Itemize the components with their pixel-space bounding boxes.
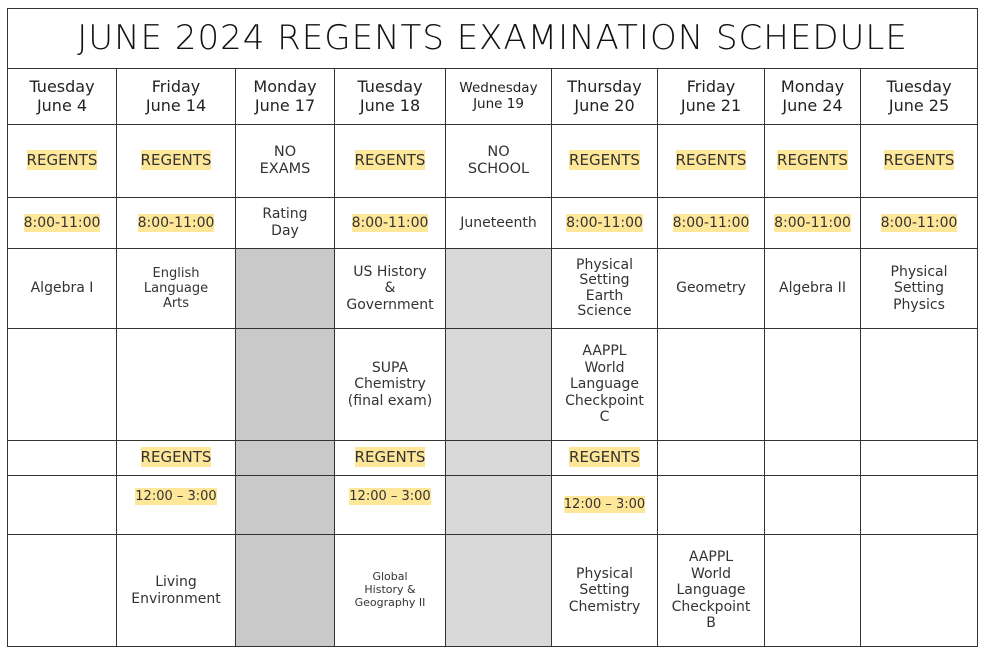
blocked-cell [236,441,335,476]
session-label: REGENTS [883,151,955,170]
session-label: REGENTS [675,151,747,170]
time-cell [552,198,658,249]
schedule-table [7,8,978,647]
empty-cell [765,441,861,476]
exam-us-history: US History & Government [335,249,446,329]
empty-cell [658,441,765,476]
morning-time-row [8,198,978,249]
rating-day: Rating Day [236,198,335,249]
exam-algebra-1: Algebra I [8,249,117,329]
empty-cell [8,535,117,647]
exam-geometry: Geometry [658,249,765,329]
no-school: NO SCHOOL [446,125,552,198]
exam-living-environment: Living Environment [117,535,236,647]
session-label: REGENTS [140,448,212,467]
juneteenth: Juneteenth [446,198,552,249]
session-cell [861,125,978,198]
page-title: JUNE 2024 REGENTS EXAMINATION SCHEDULE [8,9,978,69]
empty-cell [861,329,978,441]
blocked-cell [446,441,552,476]
day-header: Tuesday June 18 [335,69,446,125]
session-cell [8,125,117,198]
time-cell [117,476,236,535]
morning-session-row [8,125,978,198]
blocked-cell [446,476,552,535]
exam-chemistry: Physical Setting Chemistry [552,535,658,647]
blocked-cell [236,476,335,535]
day-header: Tuesday June 25 [861,69,978,125]
session-label: REGENTS [26,151,98,170]
session-cell [335,125,446,198]
morning-time: 8:00-11:00 [672,214,750,231]
morning-extra-row [8,329,978,441]
morning-exam-row [8,249,978,329]
afternoon-time: 12:00 – 3:00 [563,497,646,512]
session-label: REGENTS [569,448,640,467]
exam-global-history: Global History & Geography II [335,535,446,647]
day-header: Monday June 17 [236,69,335,125]
session-cell [658,125,765,198]
empty-cell [765,476,861,535]
exam-aappl-b: AAPPL World Language Checkpoint B [658,535,765,647]
session-cell [552,125,658,198]
afternoon-exam-row [8,535,978,647]
day-header-row [8,69,978,125]
session-label: REGENTS [354,448,426,467]
blocked-cell [446,535,552,647]
time-cell [335,198,446,249]
time-cell [658,198,765,249]
empty-cell [861,535,978,647]
session-label: REGENTS [140,151,212,170]
day-header: Friday June 14 [117,69,236,125]
empty-cell [765,329,861,441]
session-cell [335,441,446,476]
morning-time: 8:00-11:00 [880,214,958,231]
session-cell [117,441,236,476]
empty-cell [8,476,117,535]
empty-cell [765,535,861,647]
afternoon-session-row [8,441,978,476]
blocked-cell [236,535,335,647]
exam-supa-chemistry: SUPA Chemistry (final exam) [335,329,446,441]
time-cell [765,198,861,249]
empty-cell [117,329,236,441]
morning-time: 8:00-11:00 [137,214,215,231]
empty-cell [658,329,765,441]
afternoon-time-row [8,476,978,535]
session-cell [552,441,658,476]
empty-cell [658,476,765,535]
day-header: Friday June 21 [658,69,765,125]
exam-earth-science: Physical Setting Earth Science [552,249,658,329]
blocked-cell [236,329,335,441]
morning-time: 8:00-11:00 [566,214,643,231]
day-header: Wednesday June 19 [446,69,552,125]
morning-time: 8:00-11:00 [23,214,101,231]
exam-algebra-2: Algebra II [765,249,861,329]
time-cell [8,198,117,249]
no-exams: NO EXAMS [236,125,335,198]
exam-ela: English Language Arts [117,249,236,329]
morning-time: 8:00-11:00 [774,214,851,231]
blocked-cell [236,249,335,329]
day-header: Thursday June 20 [552,69,658,125]
session-label: REGENTS [354,151,426,170]
afternoon-time: 12:00 – 3:00 [349,489,431,504]
day-header: Tuesday June 4 [8,69,117,125]
morning-time: 8:00-11:00 [351,214,429,231]
time-cell [117,198,236,249]
afternoon-time: 12:00 – 3:00 [135,489,217,504]
empty-cell [8,441,117,476]
empty-cell [8,329,117,441]
empty-cell [861,476,978,535]
day-header: Monday June 24 [765,69,861,125]
session-cell [117,125,236,198]
time-cell [861,198,978,249]
exam-physics: Physical Setting Physics [861,249,978,329]
session-label: REGENTS [569,151,640,170]
empty-cell [861,441,978,476]
session-label: REGENTS [777,151,848,170]
blocked-cell [446,329,552,441]
blocked-cell [446,249,552,329]
session-cell [765,125,861,198]
exam-aappl-c: AAPPL World Language Checkpoint C [552,329,658,441]
time-cell [335,476,446,535]
time-cell [552,476,658,535]
